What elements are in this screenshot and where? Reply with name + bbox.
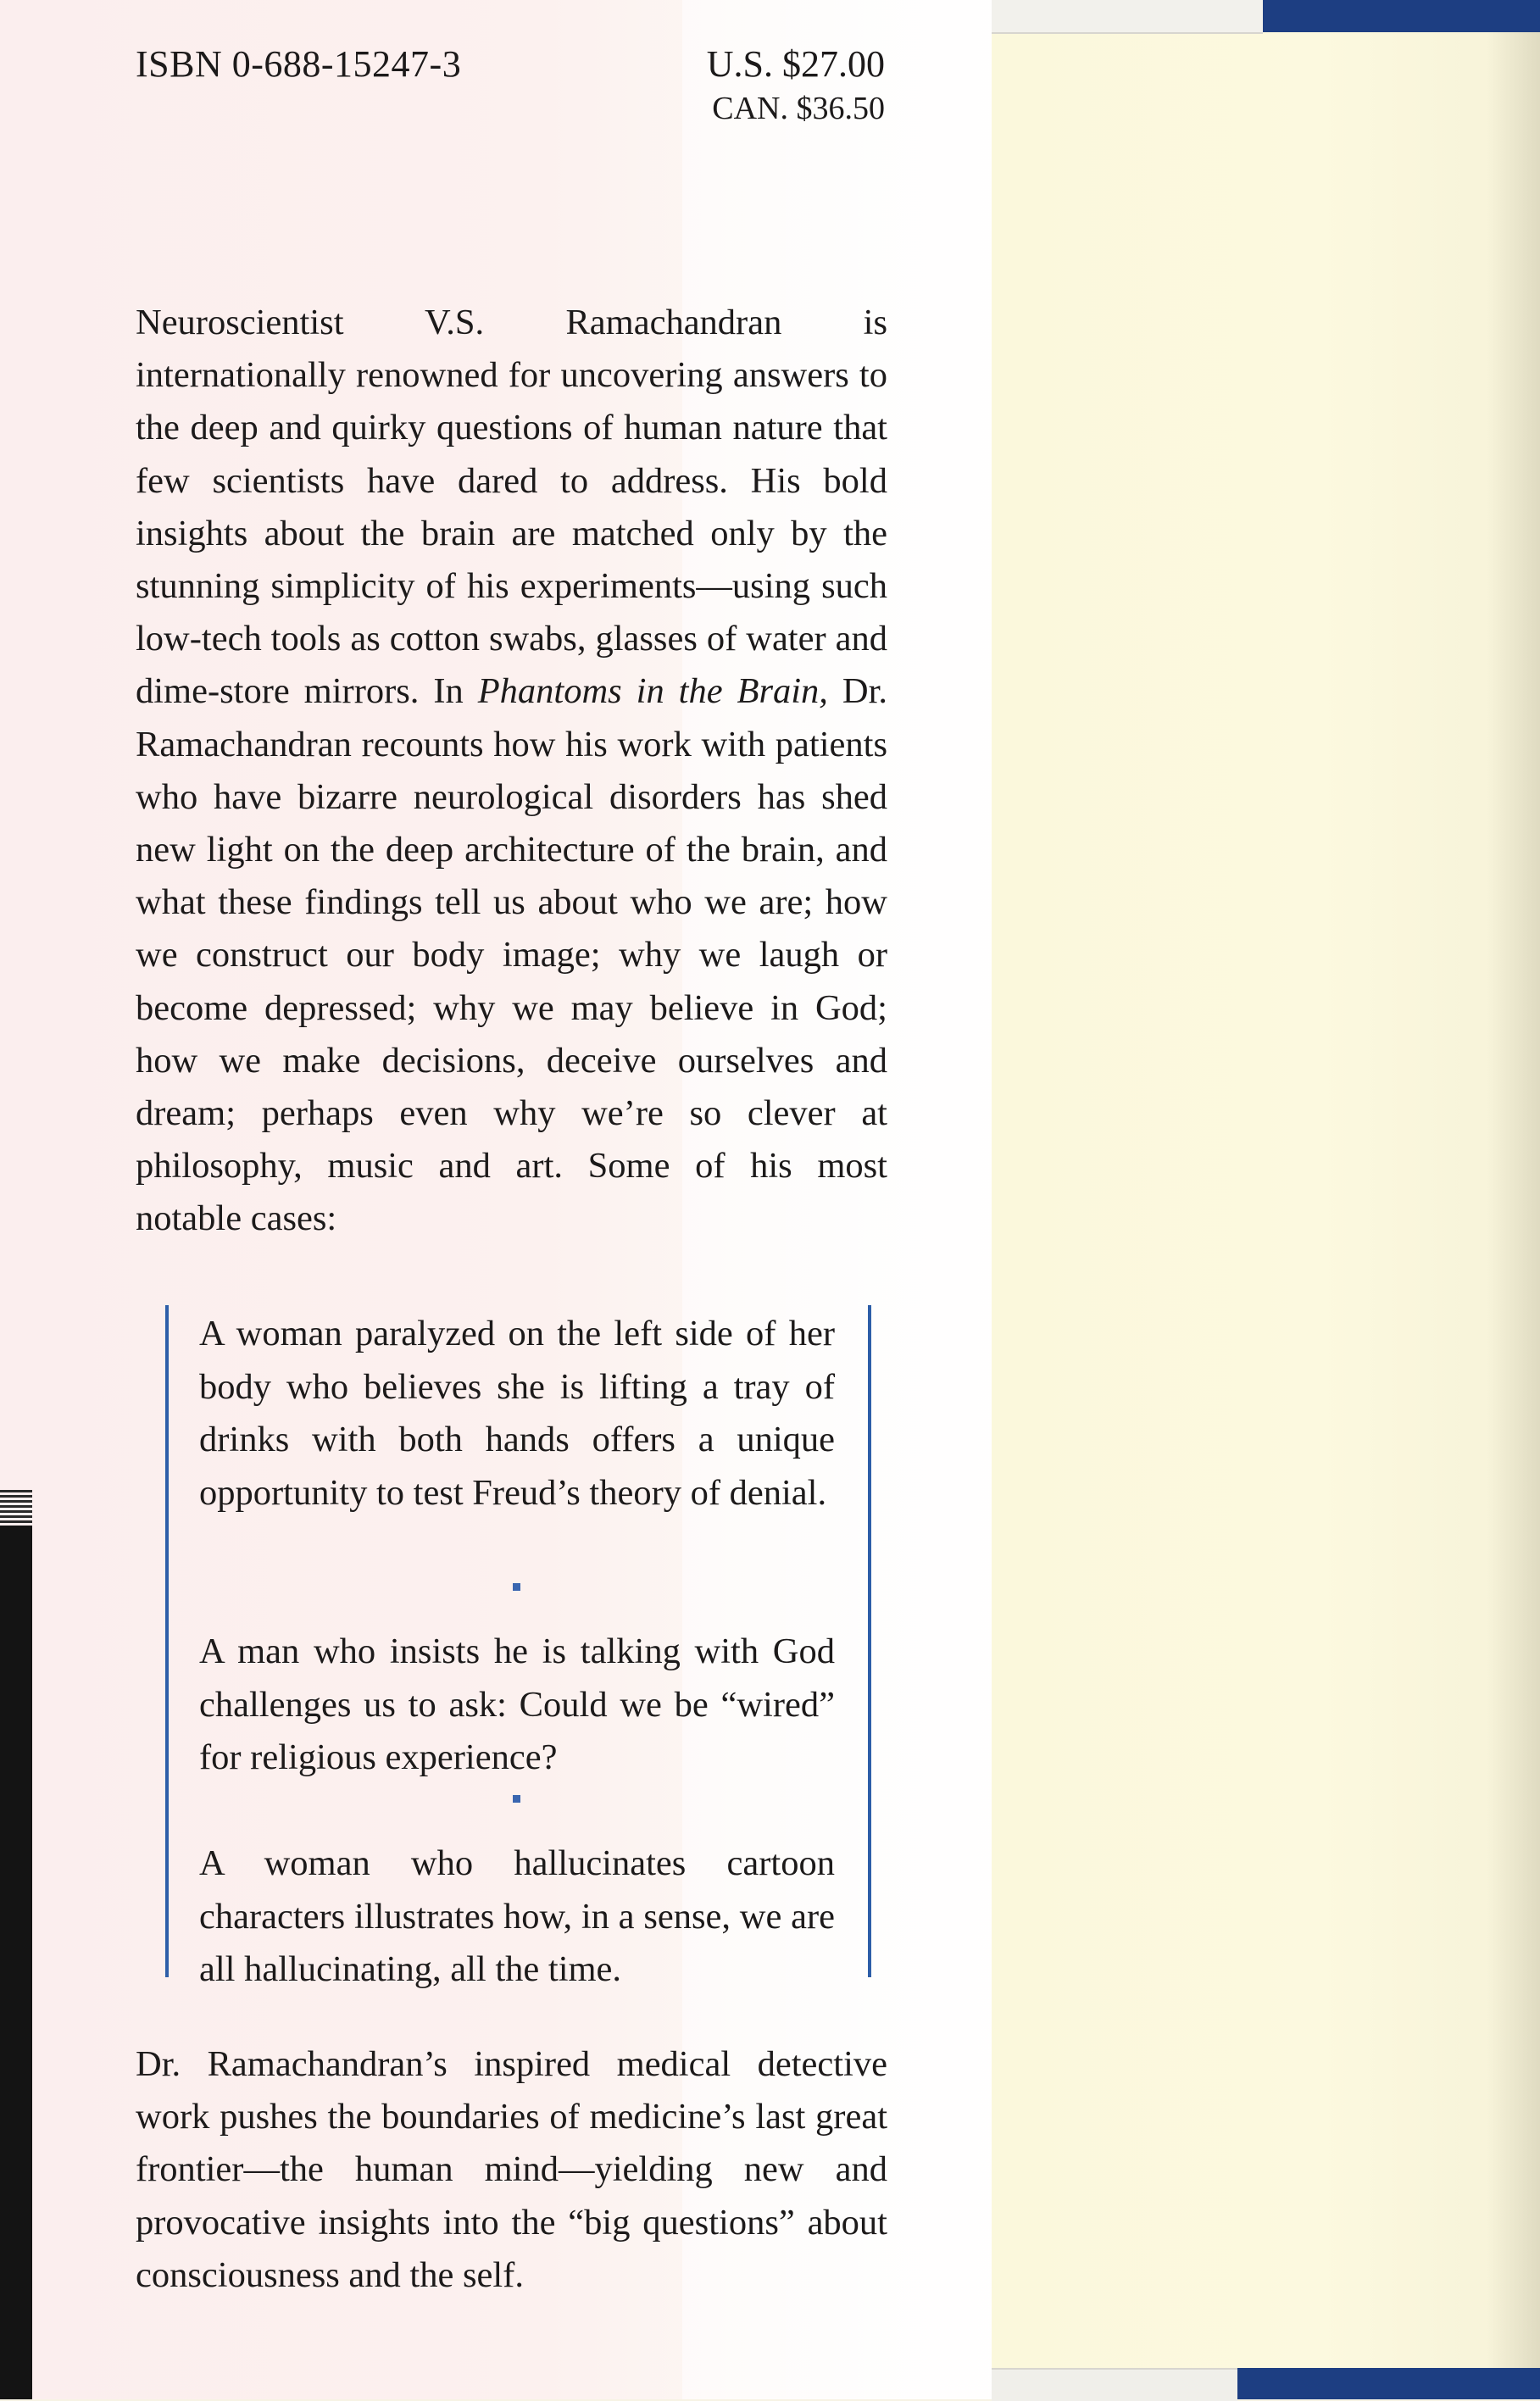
notable-cases-box <box>165 1305 871 1989</box>
intro-text-after-title: Dr. Ramachandran recounts how his work with patients who have bizarre neurological disorders has shed new light on the deep architecture of the brain, and what these findings tell us about who we are; how we construct our body image; why we laugh or become depressed; why we may believe in God; how we make decisions, deceive ourselves and dream; perhaps even why we’re so clever at philosophy, music and art. Some of his most notable cases: <box>136 671 887 1239</box>
cover-blue-top-edge <box>1263 0 1540 32</box>
intro-paragraph <box>136 297 887 1246</box>
bullet-separator-icon <box>513 1583 520 1591</box>
closing-paragraph: Dr. Ramachandran’s inspired medical detective work pushes the boundaries of medicine’s last great frontier—the human mind—yielding new and provocative insights into the “big questions” about consciousness and the self. <box>136 2044 887 2295</box>
barcode-edge <box>0 1490 32 1526</box>
intro-text-before-title: Neuroscientist V.S. Ramachandran is internationally renowned for uncovering answers to the deep and quirky questions of human nature that few scientists have dared to address. His bold insights about the brain are matched only by the stunning simplicity of his experiments—using such low-tech tools as cotton swabs, glasses of water and dime-store mirrors. In <box>136 303 887 712</box>
cover-blue-bottom-edge <box>1237 2368 1540 2399</box>
case-item: A woman paralyzed on the left side of her body who believes she is lifting a tray of drinks with both hands offers a unique opportunity to test Freud’s theory of denial. <box>199 1314 835 1513</box>
price-can: CAN. $36.50 <box>712 91 885 126</box>
isbn-label: ISBN 0-688-15247-3 <box>136 43 462 85</box>
flap-top-strip <box>992 0 1263 34</box>
flap-bottom-strip <box>992 2368 1237 2401</box>
price-us: U.S. $27.00 <box>706 43 885 85</box>
case-item: A man who insists he is talking with God challenges us to ask: Could we be “wired” for religious experience? <box>199 1631 835 1777</box>
flap-panel <box>992 0 1540 2399</box>
bullet-separator-icon <box>513 1795 520 1803</box>
case-item: A woman who hallucinates cartoon characters illustrates how, in a sense, we are all hallucinating, all the time. <box>199 1843 835 1989</box>
flap-edge-shadow <box>1487 0 1540 2399</box>
spine-edge <box>0 1526 32 2399</box>
book-title: Phantoms in the Brain, <box>477 671 828 712</box>
